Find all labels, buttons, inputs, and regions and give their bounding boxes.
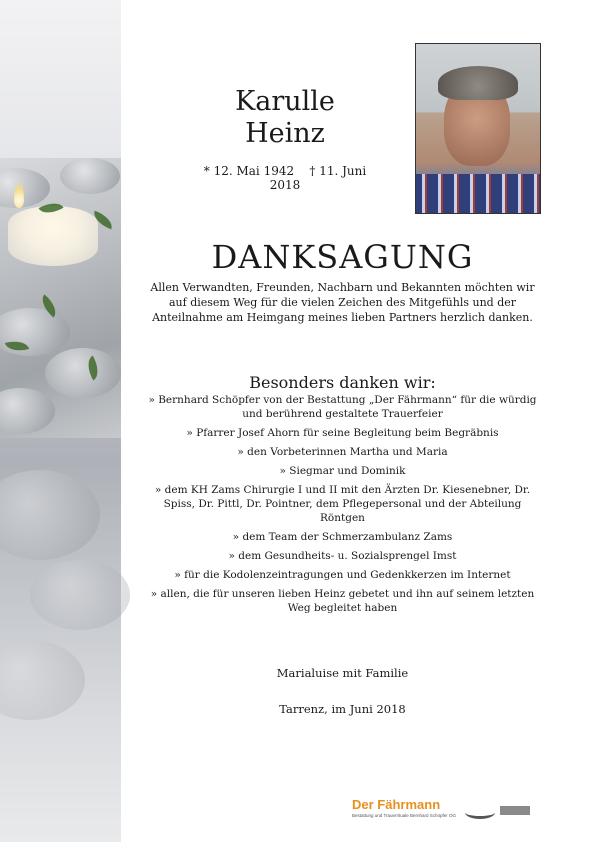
life-dates xyxy=(200,164,370,192)
footer-tag xyxy=(500,806,530,815)
candle xyxy=(8,206,98,266)
page-heading: DANKSAGUNG xyxy=(211,238,474,276)
portrait-shirt xyxy=(416,174,540,214)
list-item: » Siegmar und Dominik xyxy=(279,465,406,477)
footer-brand: Der Fährmann xyxy=(352,797,441,812)
place-date: Tarrenz, im Juni 2018 xyxy=(279,702,406,716)
thanks-heading: Besonders danken wir: xyxy=(249,373,436,392)
list-item: » dem Gesundheits- u. Sozialsprengel Imst xyxy=(228,550,457,562)
stone-shape xyxy=(30,560,130,630)
birth-symbol: * xyxy=(203,164,210,178)
list-item: » allen, die für unseren lieben Heinz gebetet und ihn auf seinem letzten Weg begleitet haben xyxy=(150,588,535,614)
death-symbol: † xyxy=(309,164,316,178)
list-item: » den Vorbeterinnen Martha und Maria xyxy=(237,446,448,458)
death-date: 11. Juni 2018 xyxy=(269,164,367,192)
portrait-hair xyxy=(438,66,518,100)
boat-logo-icon xyxy=(465,806,495,819)
footer-subline: Bestattung und Trauerrituale Bernhard Schöpfer OG xyxy=(352,813,457,818)
portrait-photo xyxy=(415,43,541,214)
list-item: » Bernhard Schöpfer von der Bestattung „Der Fährmann“ für die würdig und berührend gestaltete Trauerfeier xyxy=(148,394,537,420)
signature: Marialuise mit Familie xyxy=(276,666,409,680)
thanks-list xyxy=(140,393,545,620)
given-name: Heinz xyxy=(245,118,325,149)
list-item: » für die Kodolenzeintragungen und Gedenkkerzen im Internet xyxy=(174,569,511,581)
list-item: » dem KH Zams Chirurgie I und II mit den Ärzten Dr. Kiesenebner, Dr. Spiss, Dr. Pittl, Dr. Pointner, dem Pflegepersonal und der Abteilung Röntgen xyxy=(154,484,531,524)
surname: Karulle xyxy=(235,86,335,117)
list-item: » dem Team der Schmerzambulanz Zams xyxy=(232,531,453,543)
birth-date: 12. Mai 1942 xyxy=(213,164,295,178)
list-item: » Pfarrer Josef Ahorn für seine Begleitung beim Begräbnis xyxy=(186,427,499,439)
intro-text: Allen Verwandten, Freunden, Nachbarn und Bekannten möchten wir auf diesem Weg für die vielen Zeichen des Mitgefühls und der Anteilnahme am Heimgang meines lieben Partners herzlich danken. xyxy=(150,281,535,324)
